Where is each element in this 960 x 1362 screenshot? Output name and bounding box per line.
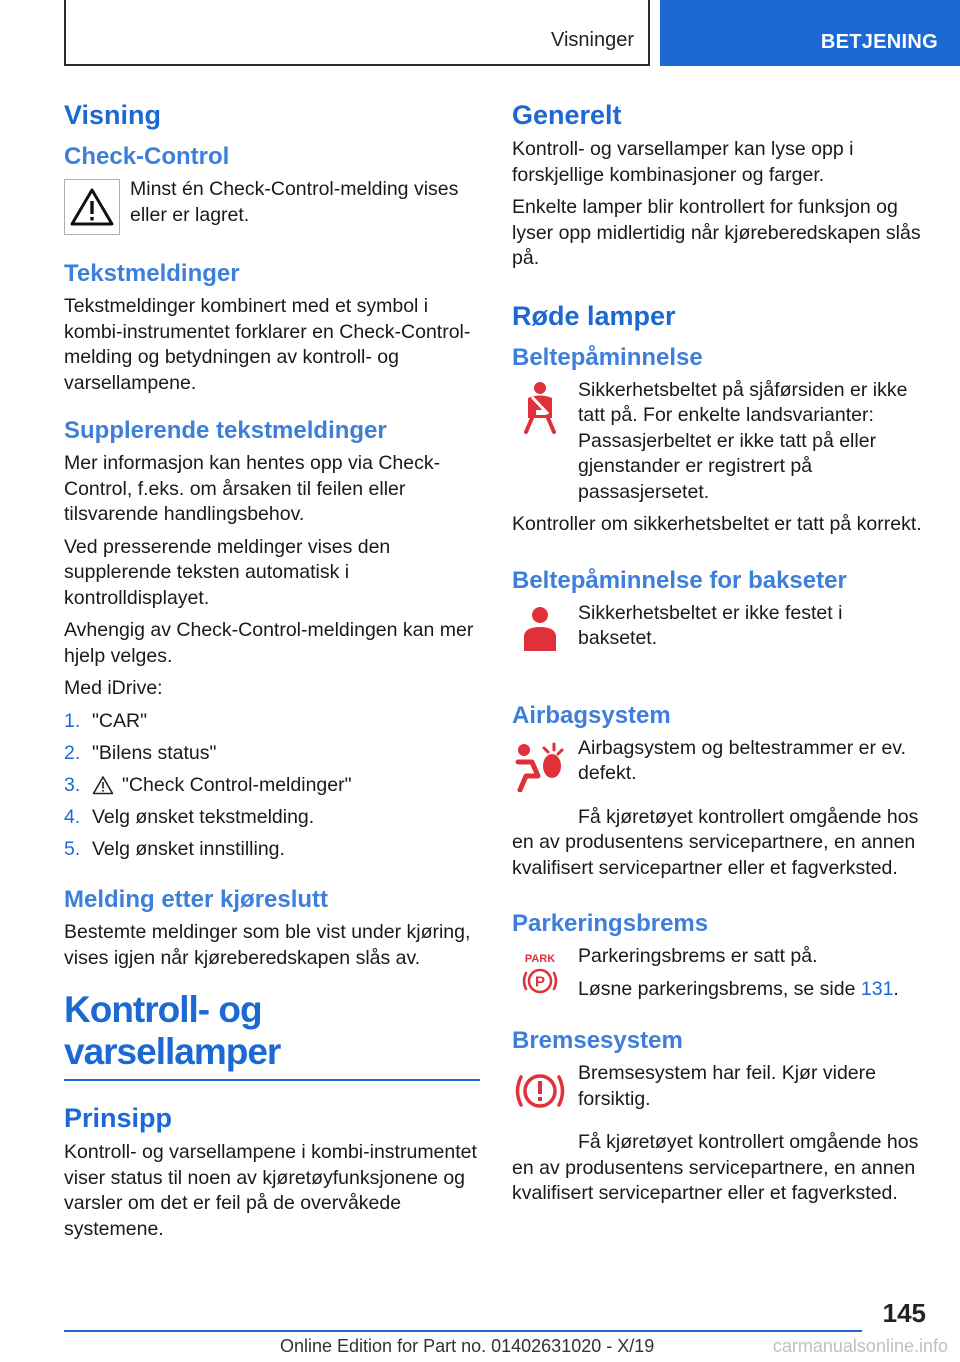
watermark: carmanualsonline.info (772, 1336, 948, 1356)
generelt-p1: Kontroll- og varsellamper kan lyse opp i forskjellige kombinasjoner og farger. (512, 138, 854, 186)
heading-generelt: Generelt (512, 100, 622, 130)
heading-bremsesystem: Bremsesystem (512, 1027, 683, 1054)
header-section-box (64, 0, 650, 66)
melding-etter-text: Bestemte meldinger som ble vist under kjøring, vises igjen når kjøreberedskapen slås av. (64, 921, 471, 969)
warning-triangle-icon (64, 179, 120, 235)
brake-system-text: Bremsesystem har feil. Kjør videre forsiktig. (578, 1062, 876, 1110)
page-link-131[interactable]: 131 (860, 977, 894, 1000)
parking-brake-p2: Løsne parkeringsbrems, se side 131. (578, 977, 899, 1000)
heading-melding-etter: Melding etter kjøreslutt (64, 886, 329, 913)
heading-belte-bakseter: Beltepåminnelse for bakseter (512, 566, 847, 594)
rear-seatbelt-icon (512, 603, 568, 659)
heading-visning: Visning (64, 100, 162, 130)
seatbelt-p2: Kontroller om sikkerhetsbeltet er tatt på korrekt. (512, 513, 922, 535)
heading-tekstmeldinger: Tekstmeldinger (64, 260, 240, 287)
header-chapter-box (660, 0, 960, 66)
header-chapter-label: BETJENING (820, 31, 938, 53)
supplerende-p4: Med iDrive: (64, 677, 163, 699)
rear-seatbelt-item (512, 601, 926, 673)
parking-brake-icon (512, 946, 568, 1002)
header-section-label: Visninger (550, 29, 634, 51)
parking-brake-item (512, 944, 926, 1006)
right-column (512, 100, 926, 1214)
generelt-p2: Enkelte lamper blir kontrollert for funksjon og lyser opp midlertidig når kjøreberedskapen slås på. (512, 196, 921, 269)
rear-seatbelt-text: Sikkerhetsbeltet er ikke festet i baksetet. (578, 601, 843, 649)
supplerende-p2: Ved presserende meldinger vises den supplerende teksten automatisk i kontrolldisplayet. (64, 535, 391, 609)
heading-rode-lamper: Røde lamper (512, 300, 676, 331)
airbag-text: Airbagsystem og beltestrammer er ev. defekt. (578, 736, 907, 784)
heading-check-control: Check-Control (64, 143, 230, 170)
list-item: 5. Velg ønsket innstilling. (64, 837, 285, 860)
check-control-item (64, 177, 480, 239)
brake-system-item (512, 1061, 926, 1123)
parking-brake-text: Parkeringsbrems er satt på. (578, 945, 818, 967)
tekstmeldinger-text: Tekstmeldinger kombinert med et symbol i kombi-instrumentet forklarer en Check-Control-melding og betydningen av kontroll- og varsellampene. (64, 295, 471, 394)
seatbelt-text: Sikkerhetsbeltet på sjåførsiden er ikke tatt på. For enkelte landsvarianter: Passasjerbeltet er ikke tatt på eller gjenstander er registrert på passasjersetet. (578, 378, 908, 503)
seatbelt-warning-icon (512, 380, 568, 436)
check-control-text: Minst én Check-Control-melding vises eller er lagret. (130, 178, 459, 226)
park-label: PARK (524, 953, 556, 965)
heading-supplerende: Supplerende tekstmeldinger (64, 417, 387, 444)
warning-triangle-small-icon (92, 773, 114, 799)
seatbelt-item (512, 378, 926, 506)
list-item: 1. "CAR" (64, 709, 148, 732)
supplerende-p1: Mer informasjon kan hentes opp via Check-Control, f.eks. om årsaken til feilen eller tilsvarende handlingsbehov. (64, 452, 441, 525)
heading-parkeringsbrems: Parkeringsbrems (512, 910, 709, 937)
list-item: 4. Velg ønsket tekstmelding. (64, 805, 315, 828)
prinsipp-text: Kontroll- og varsellampene i kombi-instrumentet viser status til noen av kjøretøyfunksjonene og varsler om det er feil på de overvåkede systemene. (64, 1141, 477, 1240)
supplerende-p3: Avhengig av Check-Control-meldingen kan mer hjelp velges. (64, 619, 474, 667)
svg-text:P: P (534, 973, 546, 991)
brake-warning-icon (512, 1063, 568, 1119)
list-item: 3. "Check Control-meldinger" (64, 773, 480, 799)
airbag-item (512, 736, 926, 798)
footer-divider (64, 1330, 862, 1332)
idrive-steps (64, 709, 480, 863)
heading-beltepaminnelse: Beltepåminnelse (512, 343, 703, 371)
airbag-p2: Få kjøretøyet kontrollert omgående hos en av produsentens servicepartnere, en annen kvalifisert servicepartner eller et fagverksted. (512, 805, 919, 879)
airbag-warning-icon (512, 738, 568, 794)
list-item: 2. "Bilens status" (64, 741, 217, 764)
heading-prinsipp: Prinsipp (64, 1103, 173, 1133)
brake-system-p2: Få kjøretøyet kontrollert omgående hos en av produsentens servicepartnere, en annen kvalifisert servicepartner eller et fagverksted. (512, 1131, 919, 1204)
footer-edition: Online Edition for Part no. 01402631020 - X/19 (280, 1336, 655, 1356)
left-column (64, 100, 480, 1249)
heading-kontroll-varsellamper: Kontroll- og varsellamper (64, 989, 480, 1081)
page-number: 145 (882, 1298, 926, 1328)
heading-airbagsystem: Airbagsystem (512, 701, 671, 729)
